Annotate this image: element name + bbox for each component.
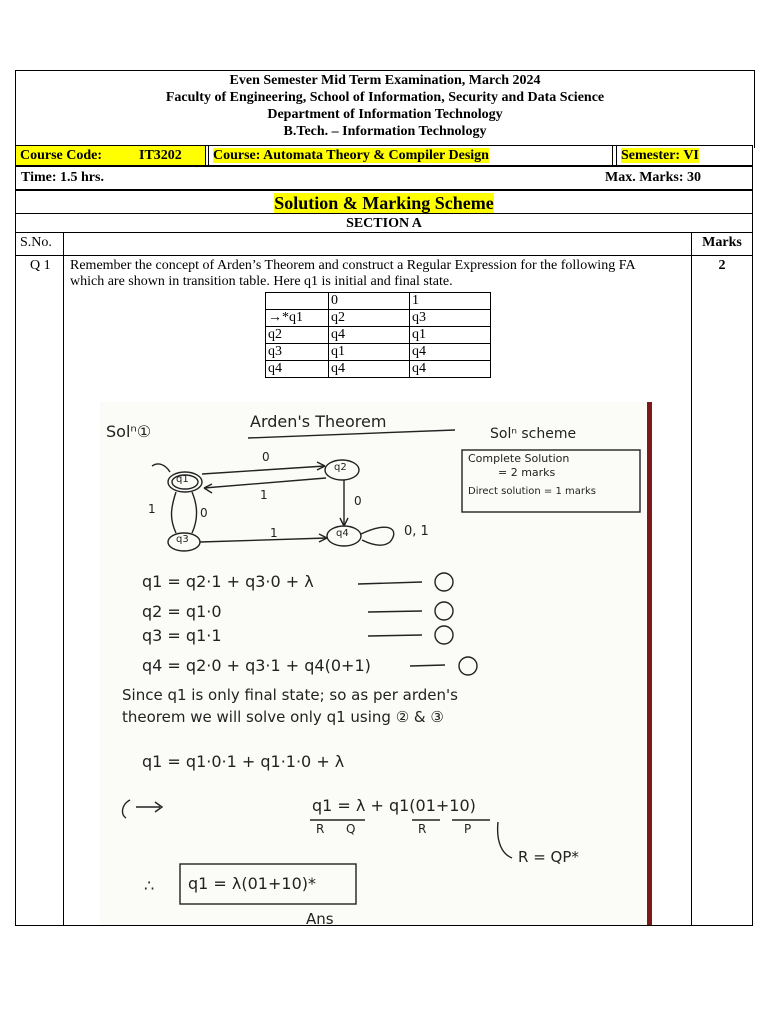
scheme-line-1: Complete Solution bbox=[468, 452, 570, 465]
table-cell: →*q1 bbox=[266, 310, 329, 327]
sol-heading: Arden's Theorem bbox=[250, 412, 387, 431]
table-cell: q2 bbox=[329, 310, 410, 327]
state-q1-label: q1 bbox=[176, 474, 189, 485]
equation-4: q4 = q2·0 + q3·1 + q4(0+1) bbox=[142, 656, 371, 675]
question-text-line-2: which are shown in transition table. Here q1 is initial and final state. bbox=[70, 274, 453, 289]
table-row bbox=[266, 327, 491, 344]
equation-6: q1 = λ + q1(01+10) bbox=[312, 796, 476, 815]
table-row bbox=[266, 310, 491, 327]
page-title: Solution & Marking Scheme bbox=[274, 193, 494, 213]
state-q2-label: q2 bbox=[334, 462, 347, 473]
header-line-1: Even Semester Mid Term Examination, March 2024 bbox=[229, 73, 541, 88]
explanation-line-1: Since q1 is only final state; so as per arden's bbox=[122, 686, 458, 704]
header-line-4: B.Tech. – Information Technology bbox=[283, 124, 487, 139]
label-p: P bbox=[464, 822, 472, 836]
course-row bbox=[15, 145, 753, 166]
semester: Semester: VI bbox=[621, 148, 699, 163]
equation-5: q1 = q1·0·1 + q1·1·0 + λ bbox=[142, 752, 345, 771]
header-line-3: Department of Information Technology bbox=[267, 107, 503, 122]
arden-rule: R = QP* bbox=[518, 848, 579, 866]
label-r1: R bbox=[316, 822, 325, 836]
column-header-row bbox=[15, 233, 753, 256]
course-code-cell bbox=[16, 146, 206, 165]
equation-1: q1 = q2·1 + q3·0 + λ bbox=[142, 572, 314, 591]
label-q: Q bbox=[346, 822, 356, 836]
course-code-value: IT3202 bbox=[139, 148, 182, 163]
table-cell bbox=[266, 293, 329, 310]
question-text-line-1: Remember the concept of Arden’s Theorem and construct a Regular Expression for the following FA bbox=[70, 258, 636, 273]
edge-label-q1-q3: 1 bbox=[148, 502, 156, 516]
table-row bbox=[266, 344, 491, 361]
table-cell: q2 bbox=[266, 327, 329, 344]
label-r2: R bbox=[418, 822, 427, 836]
edge-label-q1-q2: 0 bbox=[262, 450, 270, 464]
table-header-row bbox=[266, 293, 491, 310]
solution-photo bbox=[100, 402, 652, 926]
table-row bbox=[266, 361, 491, 378]
edge-label-q3-q1: 0 bbox=[200, 506, 208, 520]
state-q4-label: q4 bbox=[336, 528, 349, 539]
question-marks: 2 bbox=[691, 256, 752, 926]
header-line-2: Faculty of Engineering, School of Information, Security and Data Science bbox=[165, 90, 605, 105]
scheme-title: Solⁿ scheme bbox=[490, 426, 577, 442]
edge-label-q2-q1: 1 bbox=[260, 488, 268, 502]
table-cell: q3 bbox=[410, 310, 491, 327]
table-cell: q4 bbox=[410, 361, 491, 378]
question-text bbox=[70, 258, 636, 290]
course-name: Course: Automata Theory & Compiler Design bbox=[213, 148, 489, 163]
course-code-label: Course Code: bbox=[20, 148, 103, 163]
state-q3-label: q3 bbox=[176, 534, 189, 545]
table-cell: 1 bbox=[410, 293, 491, 310]
marks-header: Marks bbox=[691, 233, 752, 255]
answer-label: Ans bbox=[306, 910, 334, 926]
equation-3: q3 = q1·1 bbox=[142, 626, 222, 645]
time-row bbox=[15, 166, 753, 190]
title-row bbox=[15, 190, 753, 214]
therefore-symbol: ∴ bbox=[144, 876, 155, 895]
table-cell: q4 bbox=[266, 361, 329, 378]
time: Time: 1.5 hrs. bbox=[21, 170, 104, 185]
table-cell: q4 bbox=[329, 327, 410, 344]
exam-header bbox=[15, 70, 755, 148]
question-number: Q 1 bbox=[16, 256, 64, 926]
edge-label-q2-q4: 0 bbox=[354, 494, 362, 508]
solution-text-layer bbox=[100, 402, 652, 926]
max-marks: Max. Marks: 30 bbox=[605, 170, 702, 185]
sol-label: Solⁿ① bbox=[106, 422, 152, 441]
table-cell: q3 bbox=[266, 344, 329, 361]
final-answer: q1 = λ(01+10)* bbox=[188, 874, 316, 893]
equation-2: q2 = q1·0 bbox=[142, 602, 222, 621]
section-title: SECTION A bbox=[346, 216, 422, 231]
section-row bbox=[15, 214, 753, 233]
table-cell: q1 bbox=[329, 344, 410, 361]
edge-label-q3-q4: 1 bbox=[270, 526, 278, 540]
table-cell: q4 bbox=[410, 344, 491, 361]
page-bottom-rule bbox=[15, 925, 753, 926]
edge-label-q4-self: 0, 1 bbox=[404, 524, 429, 539]
sno-header: S.No. bbox=[16, 233, 64, 255]
scheme-line-2: = 2 marks bbox=[498, 466, 556, 479]
table-cell: 0 bbox=[329, 293, 410, 310]
table-cell: q4 bbox=[329, 361, 410, 378]
explanation-line-2: theorem we will solve only q1 using ② & ③ bbox=[122, 708, 444, 726]
table-cell: q1 bbox=[410, 327, 491, 344]
scheme-line-3: Direct solution = 1 marks bbox=[468, 486, 596, 497]
transition-table bbox=[265, 292, 491, 378]
